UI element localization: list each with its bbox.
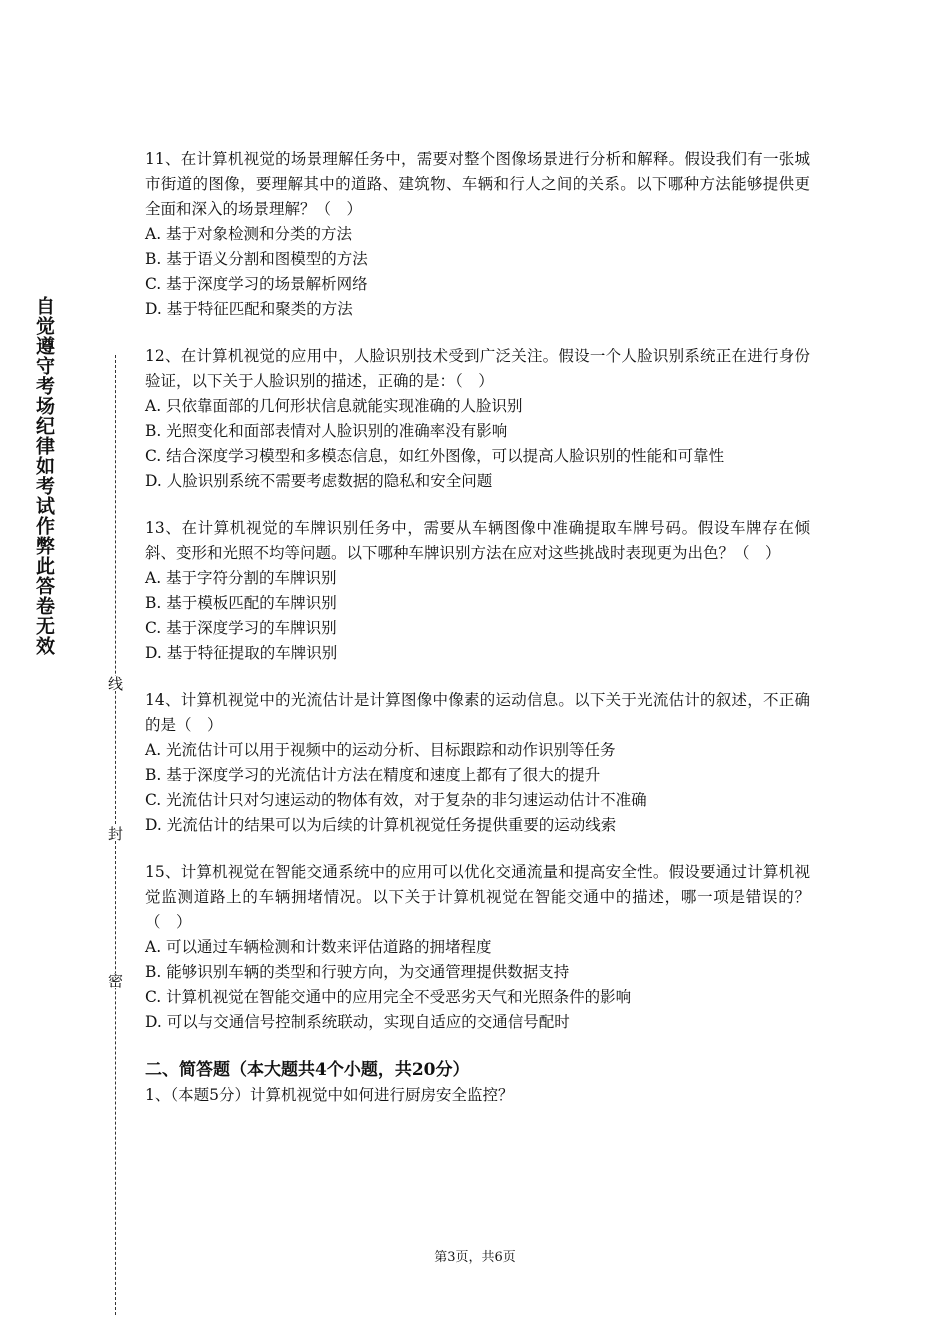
option-a: A. 可以通过车辆检测和计数来评估道路的拥堵程度 — [145, 938, 492, 956]
question-13 — [145, 516, 810, 666]
option-c: C. 基于深度学习的车牌识别 — [145, 619, 337, 637]
question-14 — [145, 688, 810, 838]
option-b: B. 基于语义分割和图模型的方法 — [145, 250, 368, 268]
question-stem: 12、在计算机视觉的应用中，人脸识别技术受到广泛关注。假设一个人脸识别系统正在进行身份验证，以下关于人脸识别的描述，正确的是：（ ） — [145, 347, 810, 390]
option-b: B. 光照变化和面部表情对人脸识别的准确率没有影响 — [145, 422, 508, 440]
option-b: B. 基于深度学习的光流估计方法在精度和速度上都有了很大的提升 — [145, 766, 601, 784]
option-c: C. 基于深度学习的场景解析网络 — [145, 275, 368, 293]
option-d: D. 光流估计的结果可以为后续的计算机视觉任务提供重要的运动线索 — [145, 816, 617, 834]
option-d: D. 基于特征匹配和聚类的方法 — [145, 300, 353, 318]
option-a: A. 基于字符分割的车牌识别 — [145, 569, 337, 587]
seal-mark-seal: 封 — [106, 826, 124, 841]
option-a: A. 只依靠面部的几何形状信息就能实现准确的人脸识别 — [145, 397, 523, 415]
seal-mark-line: 线 — [106, 676, 124, 691]
option-d: D. 基于特征提取的车牌识别 — [145, 644, 338, 662]
question-15 — [145, 860, 810, 1035]
exam-discipline-notice: 自觉遵守考场纪律如考试作弊此答卷无效 — [33, 296, 55, 656]
exam-content — [145, 147, 810, 1108]
question-stem: 11、在计算机视觉的场景理解任务中，需要对整个图像场景进行分析和解释。假设我们有一张城市街道的图像，要理解其中的道路、建筑物、车辆和行人之间的关系。以下哪种方法能够提供更全面和深入的场景理解？（ ） — [145, 150, 810, 218]
page-number: 第3页，共6页 — [434, 1250, 516, 1265]
question-stem: 15、计算机视觉在智能交通系统中的应用可以优化交通流量和提高安全性。假设要通过计算机视觉监测道路上的车辆拥堵情况。以下关于计算机视觉在智能交通中的描述，哪一项是错误的？（ ） — [145, 863, 810, 931]
option-a: A. 光流估计可以用于视频中的运动分析、目标跟踪和动作识别等任务 — [145, 741, 616, 759]
option-c: C. 光流估计只对匀速运动的物体有效，对于复杂的非匀速运动估计不准确 — [145, 791, 647, 809]
option-c: C. 计算机视觉在智能交通中的应用完全不受恶劣天气和光照条件的影响 — [145, 988, 632, 1006]
option-d: D. 人脸识别系统不需要考虑数据的隐私和安全问题 — [145, 472, 493, 490]
option-b: B. 基于模板匹配的车牌识别 — [145, 594, 337, 612]
question-stem: 14、计算机视觉中的光流估计是计算图像中像素的运动信息。以下关于光流估计的叙述，不正确的是（ ） — [145, 691, 810, 734]
option-d: D. 可以与交通信号控制系统联动，实现自适应的交通信号配时 — [145, 1013, 570, 1031]
option-a: A. 基于对象检测和分类的方法 — [145, 225, 353, 243]
question-stem: 13、在计算机视觉的车牌识别任务中，需要从车辆图像中准确提取车牌号码。假设车牌存在倾斜、变形和光照不均等问题。以下哪种车牌识别方法在应对这些挑战时表现更为出色？（ ） — [145, 519, 810, 562]
option-b: B. 能够识别车辆的类型和行驶方向，为交通管理提供数据支持 — [145, 963, 570, 981]
question-12 — [145, 344, 810, 494]
question-11 — [145, 147, 810, 322]
section-title-short-answer: 二、简答题（本大题共4个小题，共20分） — [145, 1060, 470, 1080]
seal-mark-secret: 密 — [106, 973, 124, 988]
option-c: C. 结合深度学习模型和多模态信息，如红外图像，可以提高人脸识别的性能和可靠性 — [145, 447, 725, 465]
short-answer-question-1: 1、（本题5分）计算机视觉中如何进行厨房安全监控？ — [145, 1086, 514, 1104]
